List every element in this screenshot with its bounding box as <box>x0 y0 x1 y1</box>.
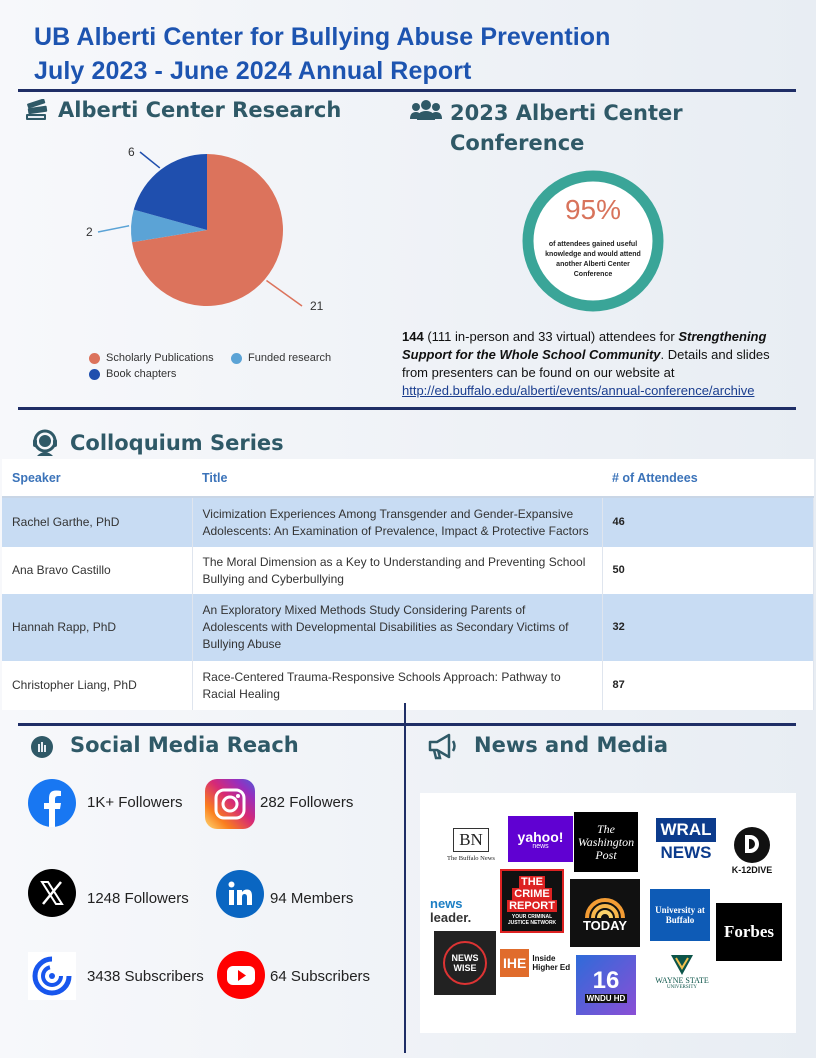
books-icon <box>24 99 50 125</box>
col-attendees: # of Attendees <box>602 459 814 497</box>
podcast-icon <box>30 735 54 759</box>
bn-name: The Buffalo News <box>447 855 495 862</box>
legend-label-scholarly: Scholarly Publications <box>106 352 214 364</box>
conference-heading-line2: Conference <box>450 131 585 155</box>
social-heading: Social Media Reach <box>70 733 299 757</box>
legend-book <box>89 368 176 380</box>
col-title: Title <box>192 459 602 497</box>
instagram-icon[interactable] <box>205 779 255 829</box>
legend-label-book: Book chapters <box>106 368 177 380</box>
wral-news-logo <box>654 813 718 867</box>
conference-heading <box>450 98 683 158</box>
instagram-count: 282 Followers <box>260 794 354 811</box>
archive-link[interactable]: http://ed.buffalo.edu/alberti/events/annual-conference/archive <box>402 383 755 398</box>
summary-part2: . Details and slides from presenters can be found on our website at <box>402 347 770 380</box>
title-cell: The Moral Dimension as a Key to Understanding and Preventing School Bullying and Cyberbullying <box>192 547 602 594</box>
today-text: TODAY <box>582 917 628 933</box>
news-logos-panel <box>420 793 796 1033</box>
k12-text: K-12DIVE <box>731 865 773 875</box>
research-pie-chart <box>80 140 340 340</box>
facebook-count: 1K+ Followers <box>87 794 183 811</box>
newsleader-2: leader. <box>430 910 472 925</box>
youtube-icon[interactable] <box>216 951 266 999</box>
pie-label-scholarly: 21 <box>310 299 324 313</box>
crime-4: YOUR CRIMINAL JUSTICE NETWORK <box>507 914 557 926</box>
pie-leader-funded <box>98 226 129 232</box>
forbes-text: Forbes <box>723 922 775 941</box>
linkedin-count: 94 Members <box>270 890 354 907</box>
newswise-logo <box>434 931 496 995</box>
col-speaker: Speaker <box>2 459 192 497</box>
today-sunrise-icon <box>583 894 627 918</box>
yahoo-sub: news <box>532 842 549 850</box>
table-header-row <box>2 459 814 497</box>
wayne-2: UNIVERSITY <box>667 985 697 990</box>
title-cell: An Exploratory Mixed Methods Study Considering Parents of Adolescents with Developmental Disabilities as Secondary Victims of Bullying Abuse <box>192 594 602 661</box>
research-heading: Alberti Center Research <box>58 98 342 122</box>
wayne-state-logo <box>644 947 720 997</box>
wral-top: WRAL <box>656 818 717 842</box>
constant-contact-count: 3438 Subscribers <box>87 968 204 985</box>
legend-scholarly <box>89 352 214 364</box>
yahoo-text: yahoo! <box>517 828 564 845</box>
newsleader-1: news <box>430 896 463 911</box>
newswise-text: NEWS WISE <box>443 941 487 985</box>
research-divider <box>18 407 796 410</box>
inside-higher-ed-logo <box>500 945 572 981</box>
wayne-shield-icon <box>670 954 694 976</box>
crime-1: THE <box>521 876 543 888</box>
title-line-1: UB Alberti Center for Bullying Abuse Prevention <box>34 23 611 51</box>
attendees-cell: 50 <box>602 547 814 594</box>
legend-swatch-funded <box>231 353 242 364</box>
legend-funded <box>231 352 331 364</box>
ihe-text: Inside Higher Ed <box>532 954 571 972</box>
linkedin-icon[interactable] <box>216 870 264 918</box>
report-title <box>34 20 611 88</box>
speaker-cell: Hannah Rapp, PhD <box>2 594 192 661</box>
header-divider <box>18 89 796 92</box>
ihe-mark: IHE <box>500 949 529 977</box>
speaker-cell: Ana Bravo Castillo <box>2 547 192 594</box>
table-row <box>2 547 814 594</box>
attendees-cell: 46 <box>602 497 814 547</box>
crime-report-logo <box>500 869 564 933</box>
pie-leader-book <box>140 152 160 168</box>
pie-label-funded: 2 <box>86 225 93 239</box>
ub-text: University at Buffalo <box>655 905 705 925</box>
conference-title: Strengthening Support for the Whole School Community <box>402 329 767 362</box>
colloquium-table <box>2 459 814 710</box>
conference-summary <box>402 328 792 400</box>
colloquium-divider <box>18 723 796 726</box>
wral-bottom: NEWS <box>660 842 712 862</box>
wndu-text: WNDU HD <box>586 993 626 1003</box>
pie-label-book: 6 <box>128 145 135 159</box>
k12-dive-logo <box>724 823 780 879</box>
speaker-icon <box>30 428 60 458</box>
title-cell: Vicimization Experiences Among Transgender and Gender-Expansive Adolescents: An Examination of Prevalence, Impact & Protective Factors <box>192 497 602 547</box>
attendees-cell: 87 <box>602 661 814 710</box>
attendees-cell: 32 <box>602 594 814 661</box>
table-row <box>2 661 814 710</box>
crime-3: REPORT <box>509 900 555 912</box>
ring-stat: 95% <box>564 194 622 225</box>
facebook-icon[interactable] <box>28 779 76 827</box>
legend-label-funded: Funded research <box>248 352 332 364</box>
summary-part1: (111 in-person and 33 virtual) attendees for <box>423 329 679 344</box>
youtube-count: 64 Subscribers <box>270 968 371 985</box>
megaphone-icon <box>426 731 458 761</box>
table-row <box>2 497 814 547</box>
news-leader-logo <box>430 893 488 929</box>
title-line-2: July 2023 - June 2024 Annual Report <box>34 57 472 85</box>
vertical-divider <box>404 703 406 1053</box>
bn-mark: BN <box>453 828 489 852</box>
constant-contact-icon[interactable] <box>28 952 76 1000</box>
title-cell: Race-Centered Trauma-Responsive Schools Approach: Pathway to Racial Healing <box>192 661 602 710</box>
legend-swatch-scholarly <box>89 353 100 364</box>
ring-caption: of attendees gained useful knowledge and would attend another Alberti Center Conference <box>545 241 641 278</box>
x-count: 1248 Followers <box>87 890 189 907</box>
buffalo-news-logo <box>432 823 510 867</box>
x-icon[interactable] <box>28 869 76 917</box>
washington-post-logo <box>574 812 638 872</box>
users-icon <box>410 98 442 122</box>
k12-mark <box>734 827 770 863</box>
legend-swatch-book <box>89 369 100 380</box>
attendee-count: 144 <box>402 329 424 344</box>
speaker-cell: Christopher Liang, PhD <box>2 661 192 710</box>
wapo-text: The Washington Post <box>577 821 635 862</box>
pie-leader-scholarly <box>266 280 302 306</box>
wndu-num: 16 <box>592 966 620 994</box>
forbes-logo <box>716 903 782 961</box>
wayne-1: WAYNE STATE <box>655 976 709 985</box>
table-row <box>2 594 814 661</box>
news-heading: News and Media <box>474 733 669 757</box>
speaker-cell: Rachel Garthe, PhD <box>2 497 192 547</box>
crime-2: CRIME <box>514 888 550 900</box>
colloquium-heading: Colloquium Series <box>70 431 284 455</box>
wndu-logo <box>576 955 636 1015</box>
university-at-buffalo-logo <box>650 889 710 941</box>
conference-heading-line1: 2023 Alberti Center <box>450 101 683 125</box>
today-logo <box>570 879 640 947</box>
yahoo-news-logo <box>508 816 573 862</box>
